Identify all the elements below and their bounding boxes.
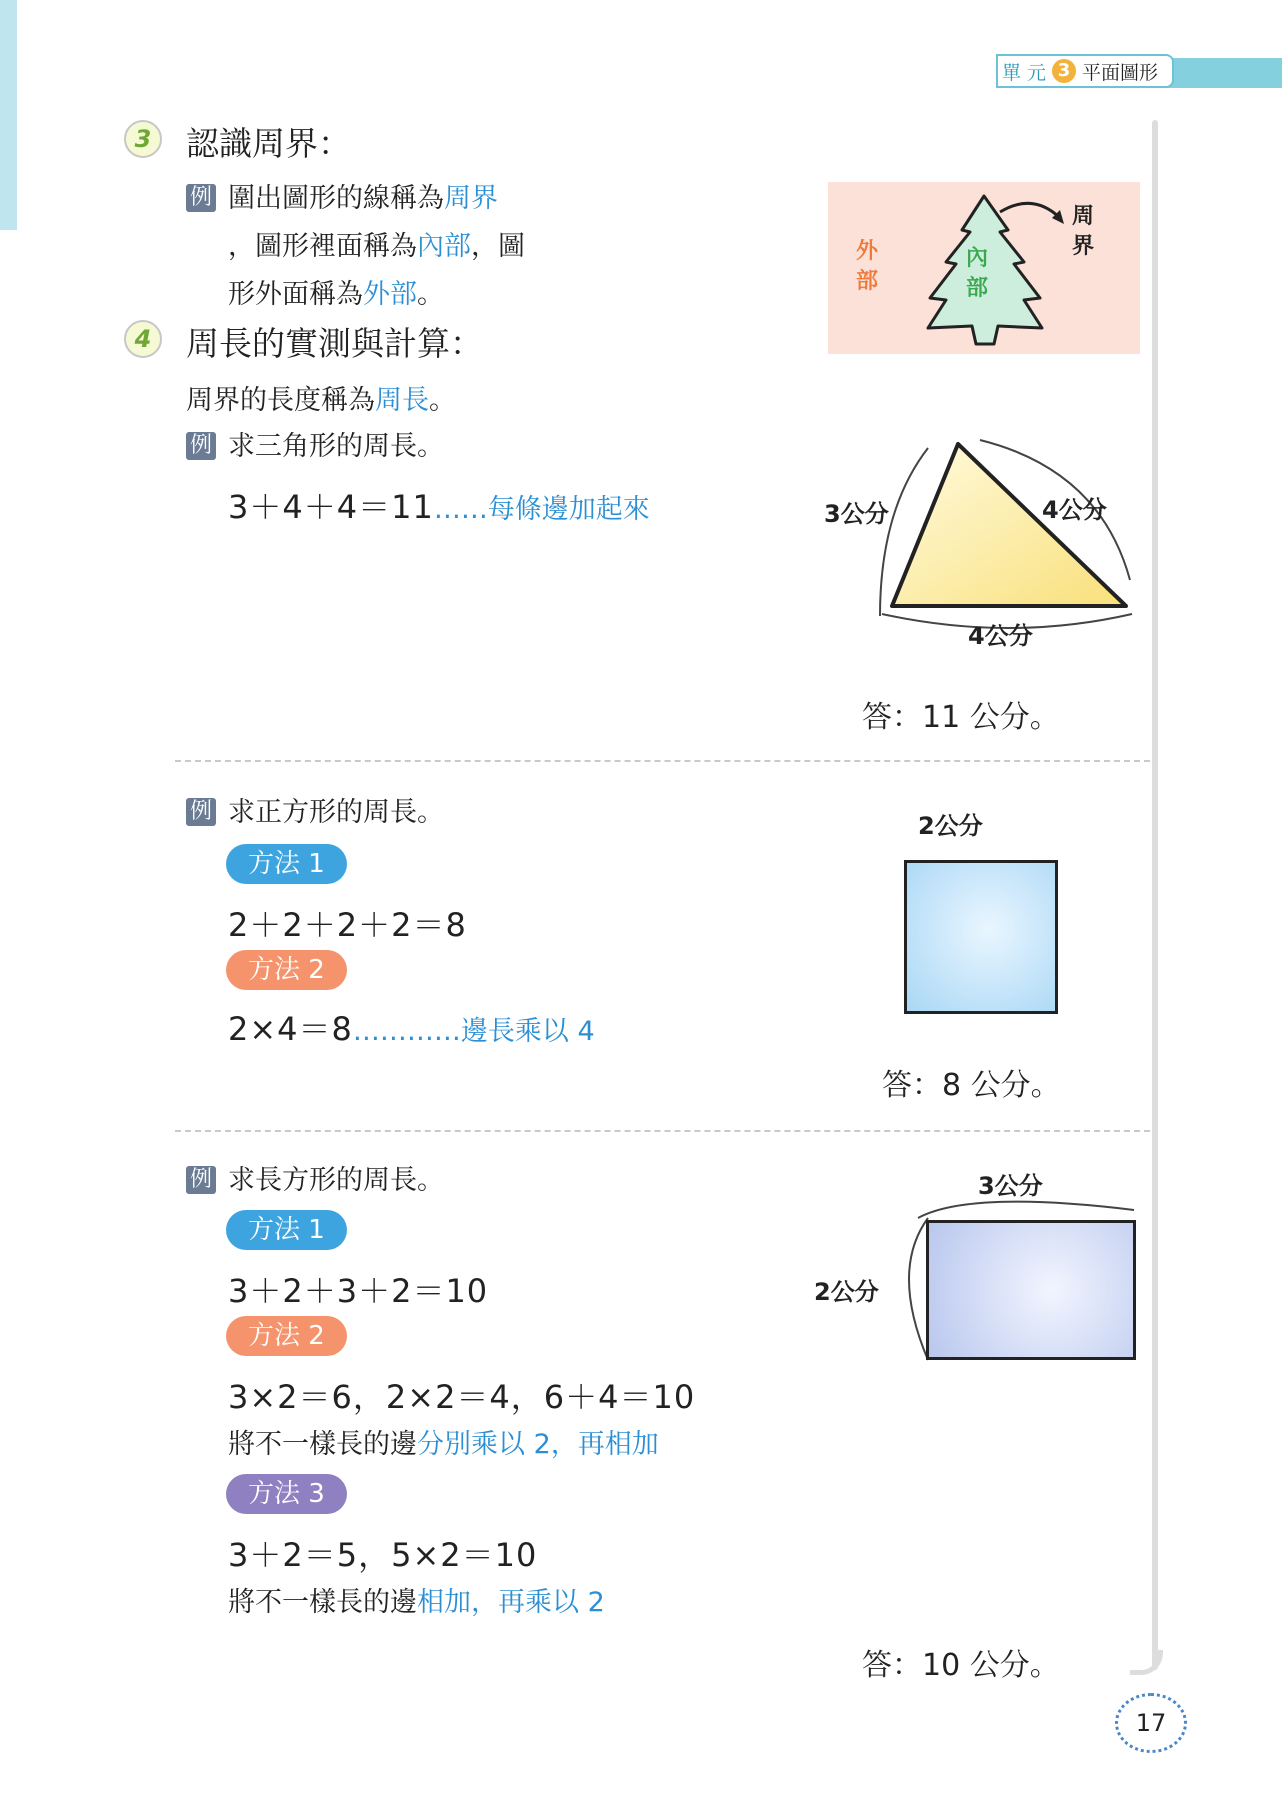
page-number: 17 bbox=[1115, 1693, 1187, 1753]
method-badge: 方法 2 bbox=[226, 950, 347, 990]
method-badge: 方法 1 bbox=[226, 1210, 347, 1250]
section-title: 認識周界： bbox=[186, 124, 351, 163]
answer-text: 答：8 公分。 bbox=[882, 1068, 1061, 1103]
boundary-label: 周界 bbox=[1072, 204, 1095, 259]
unit-chip: 單 bbox=[1002, 61, 1022, 84]
triangle-figure bbox=[820, 430, 1140, 650]
section-divider bbox=[175, 1130, 1150, 1132]
inside-label: 內部 bbox=[966, 246, 989, 301]
definition-line: 形外面稱為外部。 bbox=[228, 279, 444, 310]
formula: 3＋2＝5，5×2＝10 bbox=[228, 1536, 538, 1574]
example-question: 求長方形的周長。 bbox=[228, 1165, 444, 1196]
formula-note: ……每條邊加起來 bbox=[433, 494, 650, 525]
method-badge: 方法 2 bbox=[226, 1316, 347, 1356]
side-label-bottom: 4公分 bbox=[968, 622, 1033, 650]
example-question: 求正方形的周長。 bbox=[228, 797, 444, 828]
unit-tab bbox=[996, 54, 1174, 88]
side-label-right: 4公分 bbox=[1042, 496, 1107, 524]
definition-line: 圍出圖形的線稱為周界 bbox=[228, 183, 498, 214]
formula: 3×2＝6，2×2＝4，6＋4＝10 bbox=[228, 1378, 696, 1416]
page-frame-line bbox=[1152, 120, 1158, 1670]
definition-line: ，圖形裡面稱為內部，圖 bbox=[228, 231, 525, 262]
square-side-label: 2公分 bbox=[918, 812, 983, 840]
section-divider bbox=[175, 760, 1150, 762]
rectangle-side-label: 2公分 bbox=[814, 1278, 879, 1306]
square-formula-line bbox=[228, 1004, 595, 1055]
method-badge: 方法 3 bbox=[226, 1474, 347, 1514]
section-number: 4 bbox=[124, 320, 162, 358]
example-tag: 例 bbox=[186, 432, 216, 460]
unit-number: 3 bbox=[1052, 59, 1076, 83]
formula: 3＋2＋3＋2＝10 bbox=[228, 1272, 489, 1310]
tree-figure bbox=[828, 182, 1140, 354]
formula: 2×4＝8 bbox=[228, 1010, 353, 1048]
side-label-left: 3公分 bbox=[824, 500, 889, 528]
rectangle-figure bbox=[800, 1160, 1150, 1370]
example-tag: 例 bbox=[186, 798, 216, 826]
unit-title: 平面圖形 bbox=[1082, 61, 1159, 84]
method-explanation: 將不一樣長的邊相加，再乘以 2 bbox=[228, 1587, 605, 1618]
triangle-formula-line bbox=[228, 482, 650, 533]
outside-label: 外部 bbox=[856, 239, 879, 294]
method-badge: 方法 1 bbox=[226, 844, 347, 884]
example-tag: 例 bbox=[186, 1166, 216, 1194]
unit-chip: 元 bbox=[1027, 61, 1047, 84]
answer-text: 答：10 公分。 bbox=[862, 1648, 1060, 1683]
answer-text: 答：11 公分。 bbox=[862, 700, 1060, 735]
perimeter-definition: 周界的長度稱為周長。 bbox=[186, 385, 456, 416]
example-question: 求三角形的周長。 bbox=[228, 431, 444, 462]
formula: 3＋4＋4＝11 bbox=[228, 488, 434, 526]
rectangle-top-label: 3公分 bbox=[978, 1172, 1043, 1200]
rectangle-shape bbox=[926, 1220, 1136, 1360]
formula: 2＋2＋2＋2＝8 bbox=[228, 906, 467, 944]
section-number: 3 bbox=[124, 120, 162, 158]
method-explanation: 將不一樣長的邊分別乘以 2，再相加 bbox=[228, 1429, 659, 1460]
example-tag: 例 bbox=[186, 184, 216, 212]
formula-note: …………邊長乘以 4 bbox=[352, 1016, 595, 1047]
square-shape bbox=[904, 860, 1058, 1014]
section-title: 周長的實測與計算： bbox=[186, 324, 483, 363]
left-edge-strip bbox=[0, 0, 17, 230]
page-frame-corner bbox=[1130, 1650, 1163, 1675]
